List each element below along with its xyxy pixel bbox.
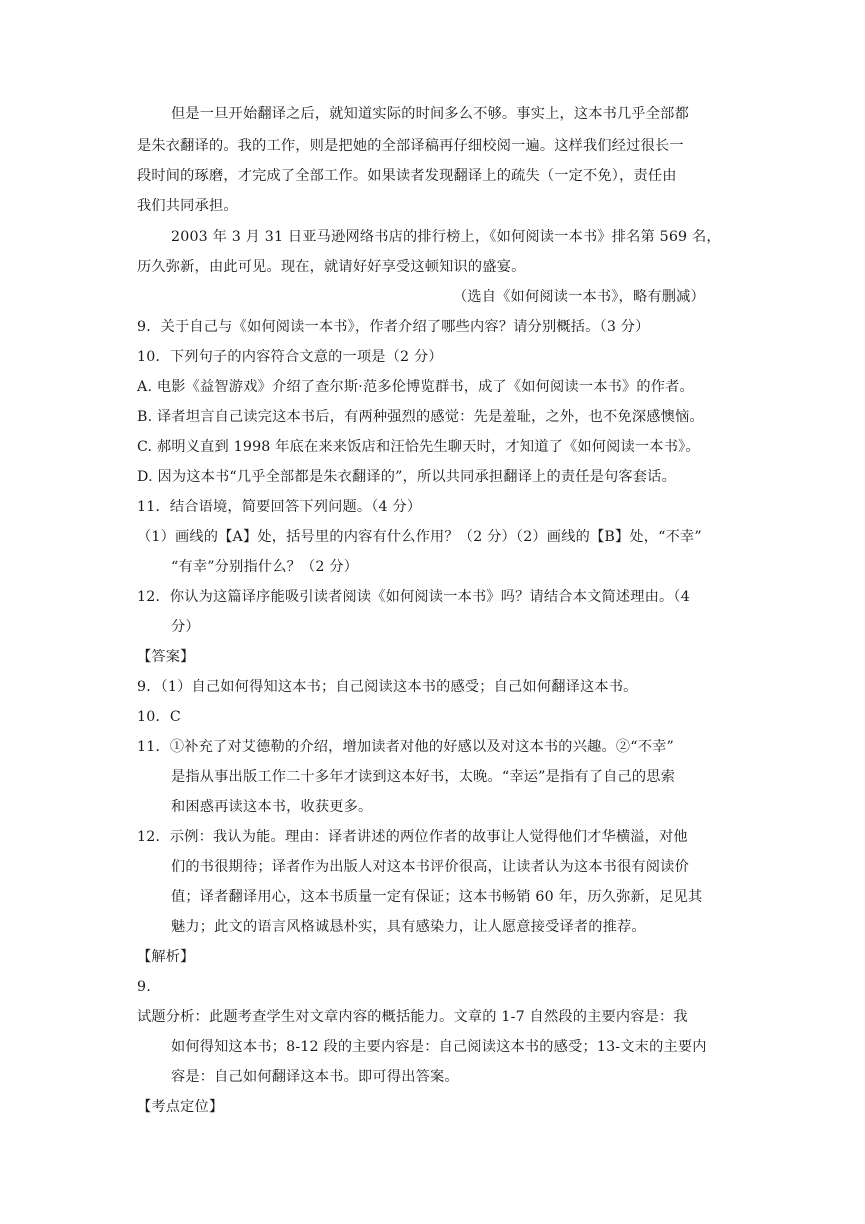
analysis-line1: 试题分析：此题考查学生对文章内容的概括能力。文章的 1-7 自然段的主要内容是：我 [137, 1009, 688, 1025]
answer-12-line1: 12．示例：我认为能。理由：译者讲述的两位作者的故事让人觉得他们才华横溢，对他 [137, 829, 688, 845]
question-12-line2: 分） [171, 619, 200, 635]
answer-12-line3: 值；译者翻译用心，这本书质量一定有保证；这本书畅销 60 年，历久弥新，足见其 [171, 889, 703, 905]
para1-line2: 是朱衣翻译的。我的工作，则是把她的全部译稿再仔细校阅一遍。这样我们经过很长一 [137, 138, 684, 154]
answer-12-line4: 魅力；此文的语言风格诚恳朴实，具有感染力，让人愿意接受译者的推荐。 [171, 919, 646, 935]
answer-11-line2: 是指从事出版工作二十多年才读到这本好书，太晚。“幸运”是指有了自己的思索 [171, 769, 676, 785]
question-10-option-d: D. 因为这本书“几乎全部都是朱衣翻译的”，所以共同承担翻译上的责任是句客套话。 [137, 469, 676, 485]
analysis-line3: 容是：自己如何翻译这本书。即可得出答案。 [171, 1069, 459, 1085]
question-11-sub-line2: “有幸”分别指什么？（2 分） [171, 559, 359, 575]
answer-heading: 【答案】 [137, 649, 195, 665]
answer-11-line1: 11．①补充了对艾德勒的介绍，增加读者对他的好感以及对这本书的兴趣。②“不幸” [137, 739, 674, 755]
question-11-sub-line1: （1）画线的【A】处，括号里的内容有什么作用？（2 分）（2）画线的【B】处，“不幸” [137, 529, 702, 545]
answer-12-line2: 们的书很期待；译者作为出版人对这本书评价很高，让读者认为这本书很有阅读价 [171, 859, 689, 875]
answer-9: 9．（1）自己如何得知这本书；自己阅读这本书的感受；自己如何翻译这本书。 [137, 679, 638, 695]
exam-point-heading: 【考点定位】 [137, 1099, 224, 1115]
analysis-number: 9. [137, 979, 151, 995]
para1-line4: 我们共同承担。 [137, 198, 238, 214]
question-10-option-c: C. 郝明义直到 1998 年底在来来饭店和汪恰先生聊天时，才知道了《如何阅读一本书》。 [137, 439, 700, 455]
source-note: （选自《如何阅读一本书》，略有删减） [453, 289, 705, 305]
answer-11-line3: 和困惑再读这本书，收获更多。 [171, 799, 373, 815]
para2-line1: 2003 年 3 月 31 日亚马逊网络书店的排行榜上，《如何阅读一本书》排名第 569 名， [171, 229, 721, 245]
question-12-line1: 12．你认为这篇译序能吸引读者阅读《如何阅读一本书》吗？请结合本文简述理由。（4 [137, 589, 690, 605]
answer-10: 10．C [137, 709, 181, 725]
para1-line1: 但是一旦开始翻译之后，就知道实际的时间多么不够。事实上，这本书几乎全部都 [171, 106, 689, 122]
analysis-line2: 如何得知这本书；8-12 段的主要内容是：自己阅读这本书的感受；13-文末的主要内 [171, 1039, 707, 1055]
para1-line3: 段时间的琢磨，才完成了全部工作。如果读者发现翻译上的疏失（一定不免），责任由 [137, 168, 677, 184]
question-10-option-b: B. 译者坦言自己读完这本书后，有两种强烈的感觉：先是羞耻，之外，也不免深感懊恼。 [137, 409, 704, 425]
analysis-heading: 【解析】 [137, 949, 195, 965]
question-9: 9．关于自己与《如何阅读一本书》，作者介绍了哪些内容？请分别概括。（3 分） [137, 319, 650, 335]
question-10-option-a: A. 电影《益智游戏》介绍了查尔斯·范多伦博览群书，成了《如何阅读一本书》的作者。 [137, 379, 694, 395]
question-11: 11．结合语境，简要回答下列问题。（4 分） [137, 499, 422, 515]
para2-line2: 历久弥新，由此可见。现在，就请好好享受这顿知识的盛宴。 [137, 259, 526, 275]
question-10: 10．下列句子的内容符合文意的一项是（2 分） [137, 349, 443, 365]
